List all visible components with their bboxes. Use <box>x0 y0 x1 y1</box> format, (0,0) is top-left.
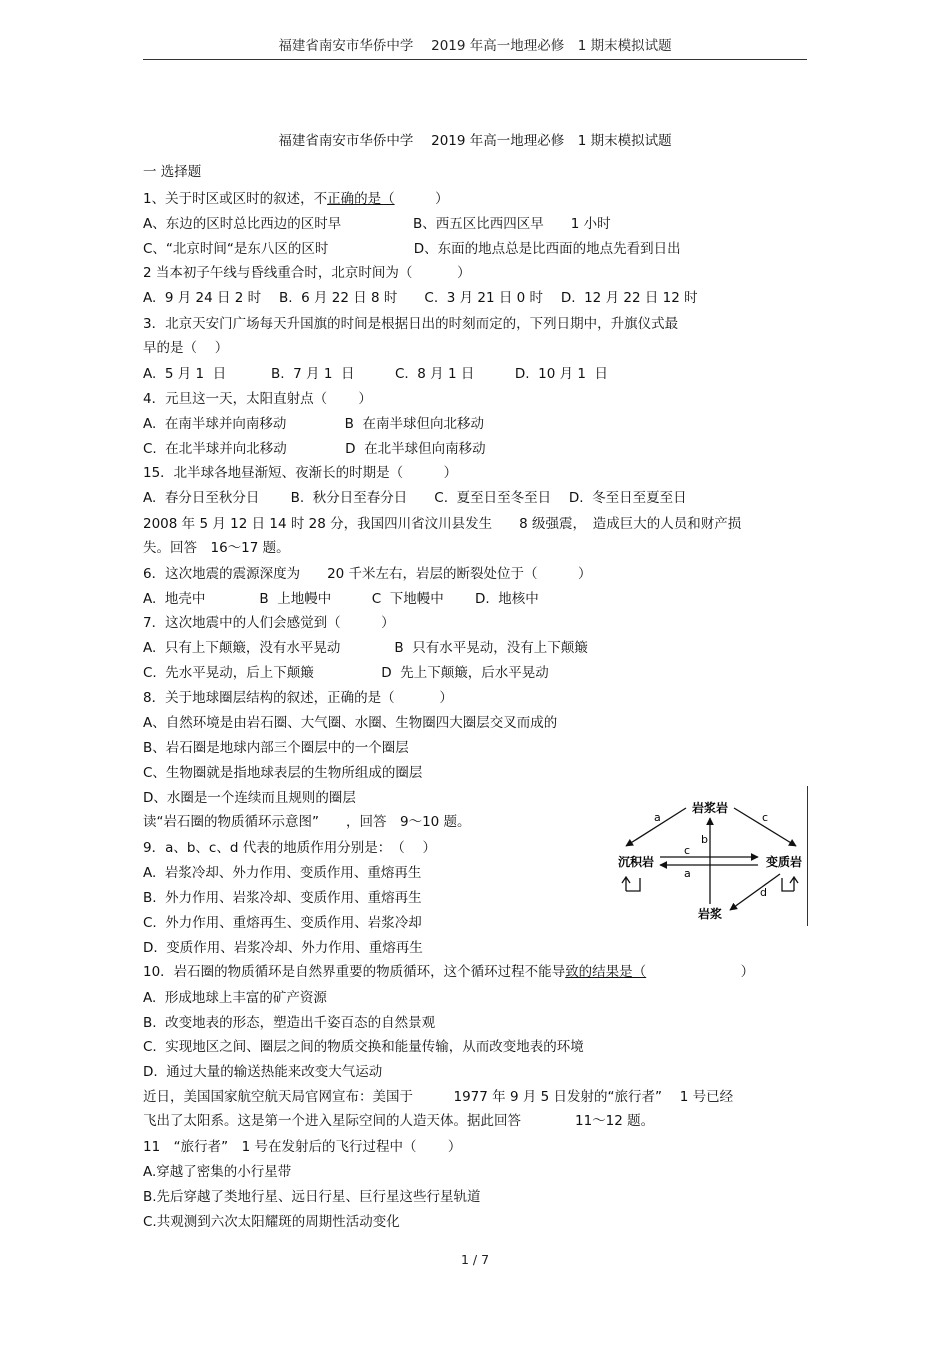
earthquake-intro-line2: 失。回答 16～17 题。 <box>143 540 290 556</box>
question-15-options: A. 春分日至秋分日 B. 秋分日至春分日 C. 夏至日至冬至日 D. 冬至日至夏至日 <box>143 490 687 506</box>
question-3-stem-line1: 3．北京天安门广场每天升国旗的时间是根据日出的时刻而定的，下列日期中，升旗仪式最 <box>143 316 679 332</box>
node-sedimentary-rock: 沉积岩 <box>617 855 655 869</box>
rock-cycle-intro: 读“岩石圈的物质循环示意图” ，回答 9～10 题。 <box>143 814 471 830</box>
question-9-stem: 9．a、b、c、d 代表的地质作用分别是： （ ） <box>143 840 437 856</box>
question-6-options: A. 地壳中 B 上地幔中 C 下地幔中 D. 地核中 <box>143 591 539 607</box>
voyager-intro-line1: 近日，美国国家航空航天局官网宣布：美国于 1977 年 9 月 5 日发射的“旅行者” 1 号已经 <box>143 1089 734 1105</box>
label-c-mid: c <box>684 844 691 857</box>
document-title: 福建省南安市华侨中学 2019 年高一地理必修 1 期末模拟试题 <box>278 133 672 149</box>
question-11-option-a: A.穿越了密集的小行星带 <box>143 1164 292 1180</box>
question-4-options-ab: A. 在南半球并向南移动 B 在南半球但向北移动 <box>143 416 485 432</box>
question-2-stem: 2 当本初子午线与昏线重合时，北京时间为（ ） <box>143 265 471 281</box>
question-8-stem: 8．关于地球圈层结构的叙述，正确的是（ ） <box>143 690 453 706</box>
arrow-d <box>730 874 780 910</box>
label-d: d <box>760 886 767 899</box>
label-b: b <box>701 833 708 846</box>
question-8-option-b: B、岩石圈是地球内部三个圈层中的一个圈层 <box>143 740 409 756</box>
question-8-option-a: A、自然环境是由岩石圈、大气圈、水圈、生物圈四大圈层交叉而成的 <box>143 715 558 731</box>
question-2-options: A. 9 月 24 日 2 时 B. 6 月 22 日 8 时 C. 3 月 21 日 0 时 D. 12 月 22 日 12 时 <box>143 290 698 306</box>
question-3-options: A. 5 月 1 日 B. 7 月 1 日 C. 8 月 1 日 D. 10 月 1 日 <box>143 366 609 382</box>
question-8-option-c: C、生物圈就是指地球表层的生物所组成的圈层 <box>143 765 423 781</box>
question-11-option-b: B.先后穿越了类地行星、远日行星、巨行星这些行星轨道 <box>143 1189 481 1205</box>
question-6-stem: 6．这次地震的震源深度为 20 千米左右，岩层的断裂处位于（ ） <box>143 566 592 582</box>
underlined-text: 正确的是（ <box>327 191 395 207</box>
question-7-options-ab: A. 只有上下颠簸，没有水平晃动 B 只有水平晃动，没有上下颠簸 <box>143 640 588 656</box>
question-11-stem: 11 “旅行者” 1 号在发射后的飞行过程中（ ） <box>143 1139 462 1155</box>
label-a-mid: a <box>684 867 691 880</box>
question-9-option-c: C. 外力作用、重熔再生、变质作用、岩浆冷却 <box>143 915 422 931</box>
question-1-stem: 1、关于时区或区时的叙述，不正确的是（ ） <box>143 191 449 207</box>
question-8-option-d: D、水圈是一个连续而且规则的圈层 <box>143 790 356 806</box>
earthquake-intro-line1: 2008 年 5 月 12 日 14 时 28 分，我国四川省汶川县发生 8 级强震， 造成巨大的人员和财产损 <box>143 516 742 532</box>
page-header: 福建省南安市华侨中学 2019 年高一地理必修 1 期末模拟试题 <box>143 34 807 60</box>
question-11-option-c: C.共观测到六次太阳耀斑的周期性活动变化 <box>143 1214 400 1230</box>
question-1-options-cd: C、“北京时间“是东八区的区时 D、东面的地点总是比西面的地点先看到日出 <box>143 241 681 257</box>
question-4-stem: 4．元旦这一天，太阳直射点（ ） <box>143 391 372 407</box>
diagram-border <box>807 786 808 926</box>
question-10-option-a: A. 形成地球上丰富的矿产资源 <box>143 990 327 1006</box>
label-a-top: a <box>654 811 661 824</box>
question-10-option-c: C. 实现地区之间、圈层之间的物质交换和能量传输，从而改变地表的环境 <box>143 1039 584 1055</box>
question-10-stem: 10．岩石圈的物质循环是自然界重要的物质循环，这个循环过程不能导致的结果是（ ） <box>143 964 755 980</box>
node-magma-rock: 岩浆岩 <box>691 801 729 815</box>
question-10-option-b: B. 改变地表的形态，塑造出千姿百态的自然景观 <box>143 1015 436 1031</box>
node-metamorphic-rock: 变质岩 <box>765 855 803 869</box>
question-7-stem: 7．这次地震中的人们会感觉到（ ） <box>143 615 395 631</box>
question-3-stem-line2: 早的是（ ） <box>143 340 229 356</box>
question-9-option-d: D. 变质作用、岩浆冷却、外力作用、重熔再生 <box>143 940 423 956</box>
question-7-options-cd: C. 先水平晃动，后上下颠簸 D 先上下颠簸，后水平晃动 <box>143 665 549 681</box>
voyager-intro-line2: 飞出了太阳系。这是第一个进入星际空间的人造天体。据此回答 11～12 题。 <box>143 1113 655 1129</box>
question-10-option-d: D. 通过大量的输送热能来改变大气运动 <box>143 1064 383 1080</box>
section-heading: 一 选择题 <box>143 164 202 180</box>
question-15-stem: 15．北半球各地昼渐短、夜渐长的时期是（ ） <box>143 465 458 481</box>
page-number: 1 / 7 <box>460 1252 490 1267</box>
question-1-options-ab: A、东边的区时总比西边的区时早 B、西五区比西四区早 1 小时 <box>143 216 611 232</box>
underlined-text: 致的结果是（ <box>565 964 647 980</box>
question-4-options-cd: C. 在北半球并向北移动 D 在北半球但向南移动 <box>143 441 486 457</box>
loop-left <box>622 877 640 891</box>
rock-cycle-figure <box>612 786 808 926</box>
rock-cycle-diagram <box>612 786 808 926</box>
question-9-option-a: A. 岩浆冷却、外力作用、变质作用、重熔再生 <box>143 865 422 881</box>
node-magma: 岩浆 <box>697 907 723 921</box>
loop-right <box>782 877 798 891</box>
label-c-top: c <box>762 811 769 824</box>
question-9-option-b: B. 外力作用、岩浆冷却、变质作用、重熔再生 <box>143 890 422 906</box>
